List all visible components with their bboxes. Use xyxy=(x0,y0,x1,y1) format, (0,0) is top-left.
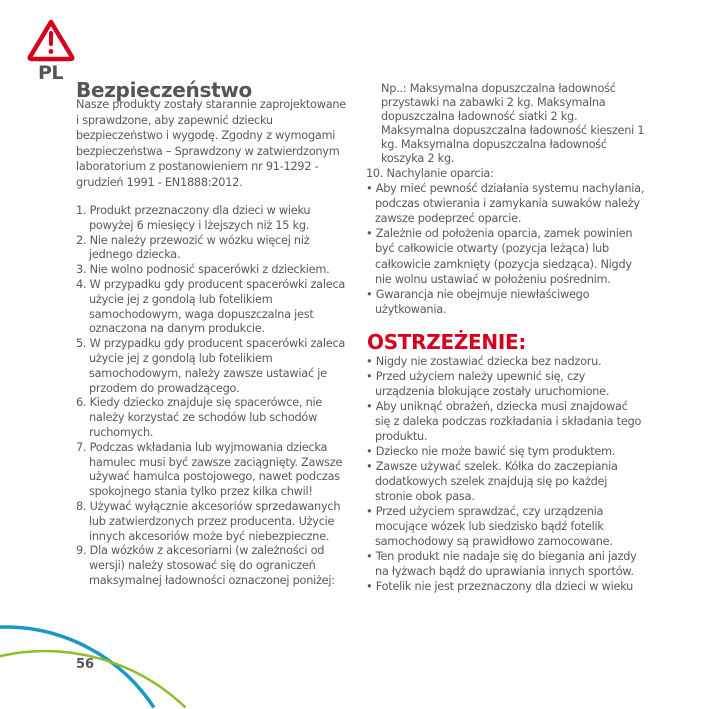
text-line: • Fotelik nie jest przeznaczony dla dzieci w wieku xyxy=(366,580,634,593)
text-line: podczas otwierania i zamykania suwaków należy xyxy=(375,197,640,211)
text-line: samochodowym, waga dopuszczalna jest xyxy=(89,307,314,321)
text-line: użycie jej z gondolą lub fotelikiem xyxy=(89,352,273,365)
text-line: na łyżwach bądź do uprawiania innych sportów. xyxy=(375,565,634,578)
text-line: użycie jej z gondolą lub fotelikiem xyxy=(89,292,273,306)
text-line: dopuszczalna ładowność siatki 2 kg. xyxy=(381,110,578,123)
text-line: używać hamulca postojowego, nawet podczas xyxy=(89,470,340,484)
text-line: • Zawsze używać szelek. Kółka do zaczepiania xyxy=(366,460,618,473)
text-line: • Ten produkt nie nadaje się do biegania ani jazdy xyxy=(366,550,637,563)
text-line: innych akcesoriów może być niebezpieczne. xyxy=(89,529,330,543)
text-line: • Gwarancja nie obejmuje niewłaściwego xyxy=(366,287,590,301)
text-line: wersji) należy stosować się do ograniczeń xyxy=(89,559,316,573)
text-line: Np..: Maksymalna dopuszczalna ładowność xyxy=(381,82,616,95)
text-line: dodatkowych szelek znajdują się po każdej xyxy=(375,475,608,488)
text-line: samochodowy są prawidłowo zamocowane. xyxy=(375,535,613,548)
text-line: produktu. xyxy=(375,430,428,443)
text-line: oznaczona na danym produkcie. xyxy=(89,322,265,336)
text-line: • Przed użyciem sprawdzać, czy urządzenia xyxy=(366,505,604,518)
text-line: zawsze podeprzeć oparcie. xyxy=(375,212,522,226)
text-line: nie wolnu ustawiać w położeniu pośrednim. xyxy=(375,272,611,286)
text-line: jednego dziecka. xyxy=(89,248,181,262)
text-line: 8. Używać wyłącznie akcesoriów sprzedawanych xyxy=(76,500,341,513)
text-line: i sprawdzone, aby zapewnić dziecku xyxy=(76,113,273,127)
text-line: 9. Dla wózków z akcesoriami (w zależności od xyxy=(76,544,325,558)
text-line: ruchomych. xyxy=(89,426,154,439)
text-line: koszyka 2 kg. xyxy=(381,152,455,165)
text-line: być całkowicie otwarty (pozycja leżąca) lub xyxy=(375,242,609,256)
blue-arc xyxy=(0,627,154,707)
text-line: Nasze produkty zostały starannie zaprojektowane xyxy=(76,98,346,111)
text-line: • Aby uniknąć obrażeń, dziecka musi znajdować xyxy=(366,400,628,413)
text-line: spokojnego stania tylko przez kilka chwil! xyxy=(89,485,313,499)
text-line: przodem do prowadzącego. xyxy=(89,381,240,395)
text-line: samochodowym, należy zawsze ustawiać je xyxy=(89,366,327,380)
warning-title: OSTRZEŻENIE: xyxy=(367,330,527,354)
page-number: 56 xyxy=(76,657,95,672)
text-line: • Przed użyciem należy upewnić się, czy xyxy=(366,370,586,383)
text-line: bezpieczeństwo i wygodę. Zgodny z wymogami xyxy=(76,129,336,142)
language-label: PL xyxy=(38,62,64,84)
text-line: 7. Podczas wkładania lub wyjmowania dziecka xyxy=(76,440,328,454)
decorative-arcs xyxy=(0,590,715,709)
text-line: hamulec musi być zawsze zaciągnięty. Zawsze xyxy=(89,455,343,469)
text-line: • Nigdy nie zostawiać dziecka bez nadzoru. xyxy=(366,355,602,368)
text-line: stronie obok pasa. xyxy=(375,490,475,503)
text-line: należy korzystać ze schodów lub schodów xyxy=(89,411,318,425)
text-line: mocujące wózek lub siedzisko bądź fotelik xyxy=(375,520,604,533)
warning-triangle-icon xyxy=(26,18,76,62)
text-line: laboratorium z postanowieniem nr 91-1292 - xyxy=(76,160,319,173)
text-line: 1. Produkt przeznaczony dla dzieci w wieku xyxy=(76,204,311,217)
text-line: przystawki na zabawki 2 kg. Maksymalna xyxy=(381,96,606,109)
text-line: • Dziecko nie może bawić się tym produktem. xyxy=(366,445,616,458)
text-line: urządzenia blokujące zostały uruchomione. xyxy=(375,385,610,398)
text-line: bezpieczeństwa – Sprawdzony w zatwierdzonym xyxy=(76,144,340,158)
text-line: 3. Nie wolno podnosić spacerówki z dzieckiem. xyxy=(76,263,330,277)
text-line: • Aby mieć pewność działania systemu nachylania, xyxy=(366,182,645,195)
text-line: 2. Nie należy przewozić w wózku więcej niż xyxy=(76,233,310,247)
text-line: całkowicie zamknięty (pozycja siedząca). Nigdy xyxy=(375,257,632,271)
green-arc xyxy=(0,651,186,707)
text-line: 5. W przypadku gdy producent spacerówki zaleca xyxy=(76,337,346,351)
item-10-label: 10. Nachylanie oparcia: xyxy=(366,167,494,180)
text-line: kg. Maksymalna dopuszczalna ładowność xyxy=(381,138,607,151)
text-line: maksymalnej ładowności oznaczonej poniżej: xyxy=(89,574,335,587)
text-line: się z daleka podczas rozkładania i składania tego xyxy=(375,415,642,428)
text-line: użytkowania. xyxy=(375,302,447,316)
text-line: 4. W przypadku gdy producent spacerówki zaleca xyxy=(76,278,346,291)
text-line: lub zatwierdzonych przez producenta. Użycie xyxy=(89,514,335,528)
text-line: grudzień 1991 - EN1888:2012. xyxy=(76,175,243,189)
section-title: Bezpieczeństwo xyxy=(76,78,252,102)
text-line: • Zależnie od położenia oparcia, zamek powinien xyxy=(366,227,633,241)
text-line: Maksymalna dopuszczalna ładowność kieszeni 1 xyxy=(381,124,645,137)
text-line: 6. Kiedy dziecko znajduje się spacerówce, nie xyxy=(76,396,323,410)
text-line: powyżej 6 miesięcy i lżejszych niż 15 kg. xyxy=(89,218,310,232)
